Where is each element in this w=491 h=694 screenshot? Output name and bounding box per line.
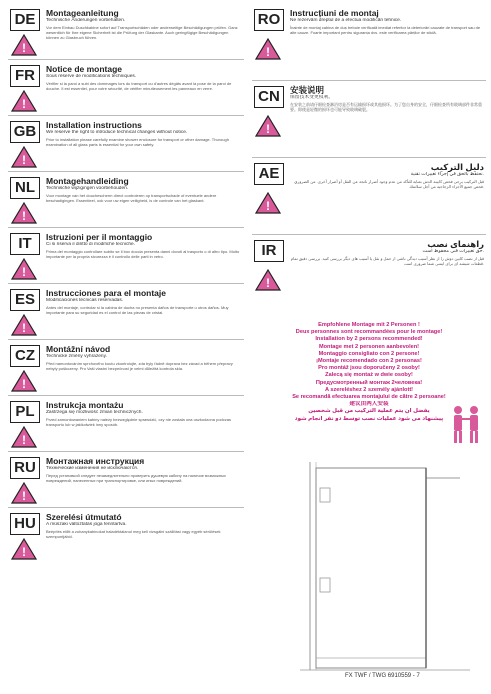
language-code: ES [10,289,40,311]
language-code: RU [10,457,40,479]
section-gb [8,116,244,172]
warning-triangle-icon [11,258,37,280]
svg-text:!: ! [22,97,26,111]
section-cz [8,340,244,396]
svg-text:!: ! [22,321,26,335]
svg-text:!: ! [22,265,26,279]
section-subtitle: نحتفظ بالحق في إجراء تغييرات تقنية. [410,172,484,177]
section-body: Vérifier si la paroi a subi des dommages lors du transport ou d'autres dégâts avant la pose de la paroi de douche. Il est essentiel, pour votre sécurité, de vérifier minutieusement les panneaux en verre. [46,81,232,92]
section-title: Instrucțiuni de montaj [290,8,379,18]
section-body: قبل التركيب يرجى فحص كابينة الدش بعناية للتأكد من عدم وجود أضرار ناتجة عن النقل أو أضرار أخرى. من الضروري فحص جميع الأجزاء الزجاجية من أجل سلامتك. [294,179,484,190]
shower-enclosure-diagram [290,458,478,676]
section-subtitle: We reserve the right to introduce technical changes without notice. [46,130,188,135]
language-code: HU [10,513,40,535]
language-code: GB [10,121,40,143]
section-subtitle: Modificaciones técnicas reservadas. [46,298,124,303]
notice-line: 建议由两人安装 [349,401,389,408]
section-title: Montageanleitung [46,8,119,18]
notice-line: Installation by 2 persons recommended! [315,336,423,343]
warning-triangle-icon [11,482,37,504]
section-ru [8,452,244,508]
section-body: Vor dem Einbau Duschkabine sofort auf Transportschäden oder anderweitige Beschädigungen prüfen. Ganz wesentlich für Ihre eigene Sicherheit ist die Prüfung der Glaskante. Auch geringfügige Beschädigungen können zu Glasbruch führen. [46,25,238,41]
warning-triangle-icon [11,90,37,112]
section-title: Notice de montage [46,64,123,74]
notice-line: Montage met 2 personen aanbevolen! [318,343,420,350]
section-body: قبل از نصب کابین دوش را از نظر آسیب دیدگی ناشی از حمل و نقل یا آسیب های دیگر بررسی کنید. بررسی دقیق تمام قطعات شیشه ای برای ایمنی شما ضروری است. [290,256,484,267]
two-person-notice [252,318,486,448]
notice-line: Предусмотренный монтаж 2человека! [315,379,423,386]
section-subtitle: Технические изменения не исключаются. [46,466,139,471]
warning-triangle-icon [11,146,37,168]
section-ir [252,235,486,311]
warning-triangle-icon [255,115,281,137]
notice-line: A szereléshez 2 személy ajánlott! [324,386,414,393]
document-footer: FX TWF / TWG 6910559 - 7 [345,673,420,679]
section-subtitle: 保留技术变更权利。 [290,95,334,100]
section-hu [8,508,244,563]
svg-text:!: ! [22,41,26,55]
section-title: Монтажная инструкция [46,456,145,466]
notice-line: پیشنهاد می شود عملیات نصب توسط دو نفر انجام شود [294,415,444,422]
language-code: PL [10,401,40,423]
left-language-column [8,4,244,563]
notice-line: Montaggio consigliato con 2 persone! [318,350,420,357]
section-ae [252,158,486,235]
notice-line: Zalecą się montaż w dwie osoby! [325,372,413,379]
notice-line: Pro montáž jsou doporučeny 2 osoby! [318,365,420,372]
section-es [8,284,244,340]
language-code: IT [10,233,40,255]
svg-text:!: ! [22,377,26,391]
section-title: Szerelési útmutató [46,512,122,522]
section-title: Montážní návod [46,344,111,354]
section-subtitle: A műszaki változtatás joga fenntartva. [46,522,127,527]
section-body: 在安装之前请仔细检查淋浴房是否有运输损坏或其他损坏。为了您自身的安全，仔细检查所有玻璃部件非常重要。即使是轻微的损坏也可能导致玻璃破裂。 [290,102,482,113]
svg-text:!: ! [266,199,270,213]
section-de [8,4,244,60]
svg-text:!: ! [266,276,270,290]
svg-text:!: ! [22,545,26,559]
svg-text:!: ! [22,153,26,167]
language-code: DE [10,9,40,31]
warning-triangle-icon [255,192,281,214]
section-body: Antes del montaje, controlar si la cabina de ducha no presenta daños de transporte u otros daños. Muy importante para su seguridad es el control de las piezas de cristal. [46,305,229,316]
section-title: Instrucciones para el montaje [46,288,166,298]
section-subtitle: Technické změny vyhrazeny. [46,354,107,359]
section-body: Przed zamontowaniem kabiny należy bezwzględnie sprawdzić, czy nie została ona uszkodzona podczas transportu lub w jakikolwiek inny sposób. [46,417,231,428]
svg-text:!: ! [266,45,270,59]
warning-triangle-icon [255,269,281,291]
notice-line: Deux personnes sont recommandées pour le montage! [295,329,443,336]
two-persons-icon [448,403,484,445]
section-body: Înainte de montaj cabina de duș trebuie verificată imediat referitor la deteriorări cauzate de transport sau de alte cauze. Foarte important pentru siguranța dvs. este verificarea părților de sticlă. [290,25,481,36]
section-subtitle: Technische Änderungen vorbehalten. [46,18,126,23]
section-title: Montagehandleiding [46,176,129,186]
section-nl [8,172,244,228]
section-fr [8,60,244,116]
warning-triangle-icon [11,202,37,224]
language-code: RO [254,9,284,31]
section-body: Prior to installation please carefully examine shower enclosure for transport or other damage. Thorough examination of all glass parts is essential for your own safety. [46,137,229,148]
svg-text:!: ! [22,489,26,503]
warning-triangle-icon [11,370,37,392]
language-code: FR [10,65,40,87]
section-subtitle: Sous réserve de modifications techniques. [46,74,137,79]
section-body: Před namontováním sprchového koutu zkontrolujte, zda byly řádně doprava bez závad a během přepravy nebyly poškozeny. Pro Vaši vlastní bezpečnost je velmi důležitá kontrola skla. [46,361,233,372]
language-code: CZ [10,345,40,367]
warning-triangle-icon [11,426,37,448]
language-code: NL [10,177,40,199]
warning-triangle-icon [11,314,37,336]
section-title: Installation instructions [46,120,142,130]
section-title: 安装说明 [290,85,325,95]
section-it [8,228,244,284]
section-subtitle: Ne rezervăm dreptul de a efectua modificări tehnice. [290,18,402,23]
notice-line: يفضل أن يتم عملية التركيب من قبل شخصين [308,408,430,415]
notice-line: Se recomandă efectuarea montajului de către 2 persoane! [292,394,446,401]
section-title: راهنمای نصب [427,239,484,249]
section-title: دليل التركيب [430,162,484,172]
section-subtitle: Technische wijzigingen voorbehouden. [46,186,129,191]
notice-line: ¡Montaje recomendado con 2 personas! [316,358,422,365]
section-cn [252,81,486,158]
svg-text:!: ! [22,433,26,447]
warning-triangle-icon [11,538,37,560]
section-title: Instrukcja montażu [46,400,124,410]
section-title: Istruzioni per il montaggio [46,232,153,242]
language-code: IR [254,240,284,262]
language-code: CN [254,86,284,108]
section-body: Beépítés előtt a zuhanykabinokat haladéktalanul meg kell vizsgálni szállítási vagy egyéb sérülések szempontjából. [46,529,221,540]
section-ro [252,4,486,81]
warning-triangle-icon [255,38,281,60]
right-language-column [252,4,486,311]
section-subtitle: Zastrzega się możliwość zmian technicznych. [46,410,143,415]
section-subtitle: Ci si riserva il diritto di modifiche tecniche. [46,242,136,247]
section-body: Prima del montaggio controllare subito se il box doccia presenta danni dovuti al trasporto o di altro tipo. Molto importante per la propria sicurezza è il controllo delle parti in vetro. [46,249,240,260]
section-body: Перед установкой следует незамедлительно проверить душевую кабину на наличие возможных повреждений, нанесенных при транспортировке, или иных повреждений. [46,473,226,484]
section-body: Voor montage van het douchescherm direct controleren op transportschade of eventuele andere beschadigingen. Essentieel, ook voor uw eigen veiligheid, is de controle van het glaskant. [46,193,217,204]
section-pl [8,396,244,452]
warning-triangle-icon [11,34,37,56]
svg-text:!: ! [266,122,270,136]
language-code: AE [254,163,284,185]
svg-text:!: ! [22,209,26,223]
section-subtitle: حق تغییرات فنی محفوظ است. [422,249,484,254]
notice-line: Empfohlene Montage mit 2 Personen ! [318,322,420,328]
